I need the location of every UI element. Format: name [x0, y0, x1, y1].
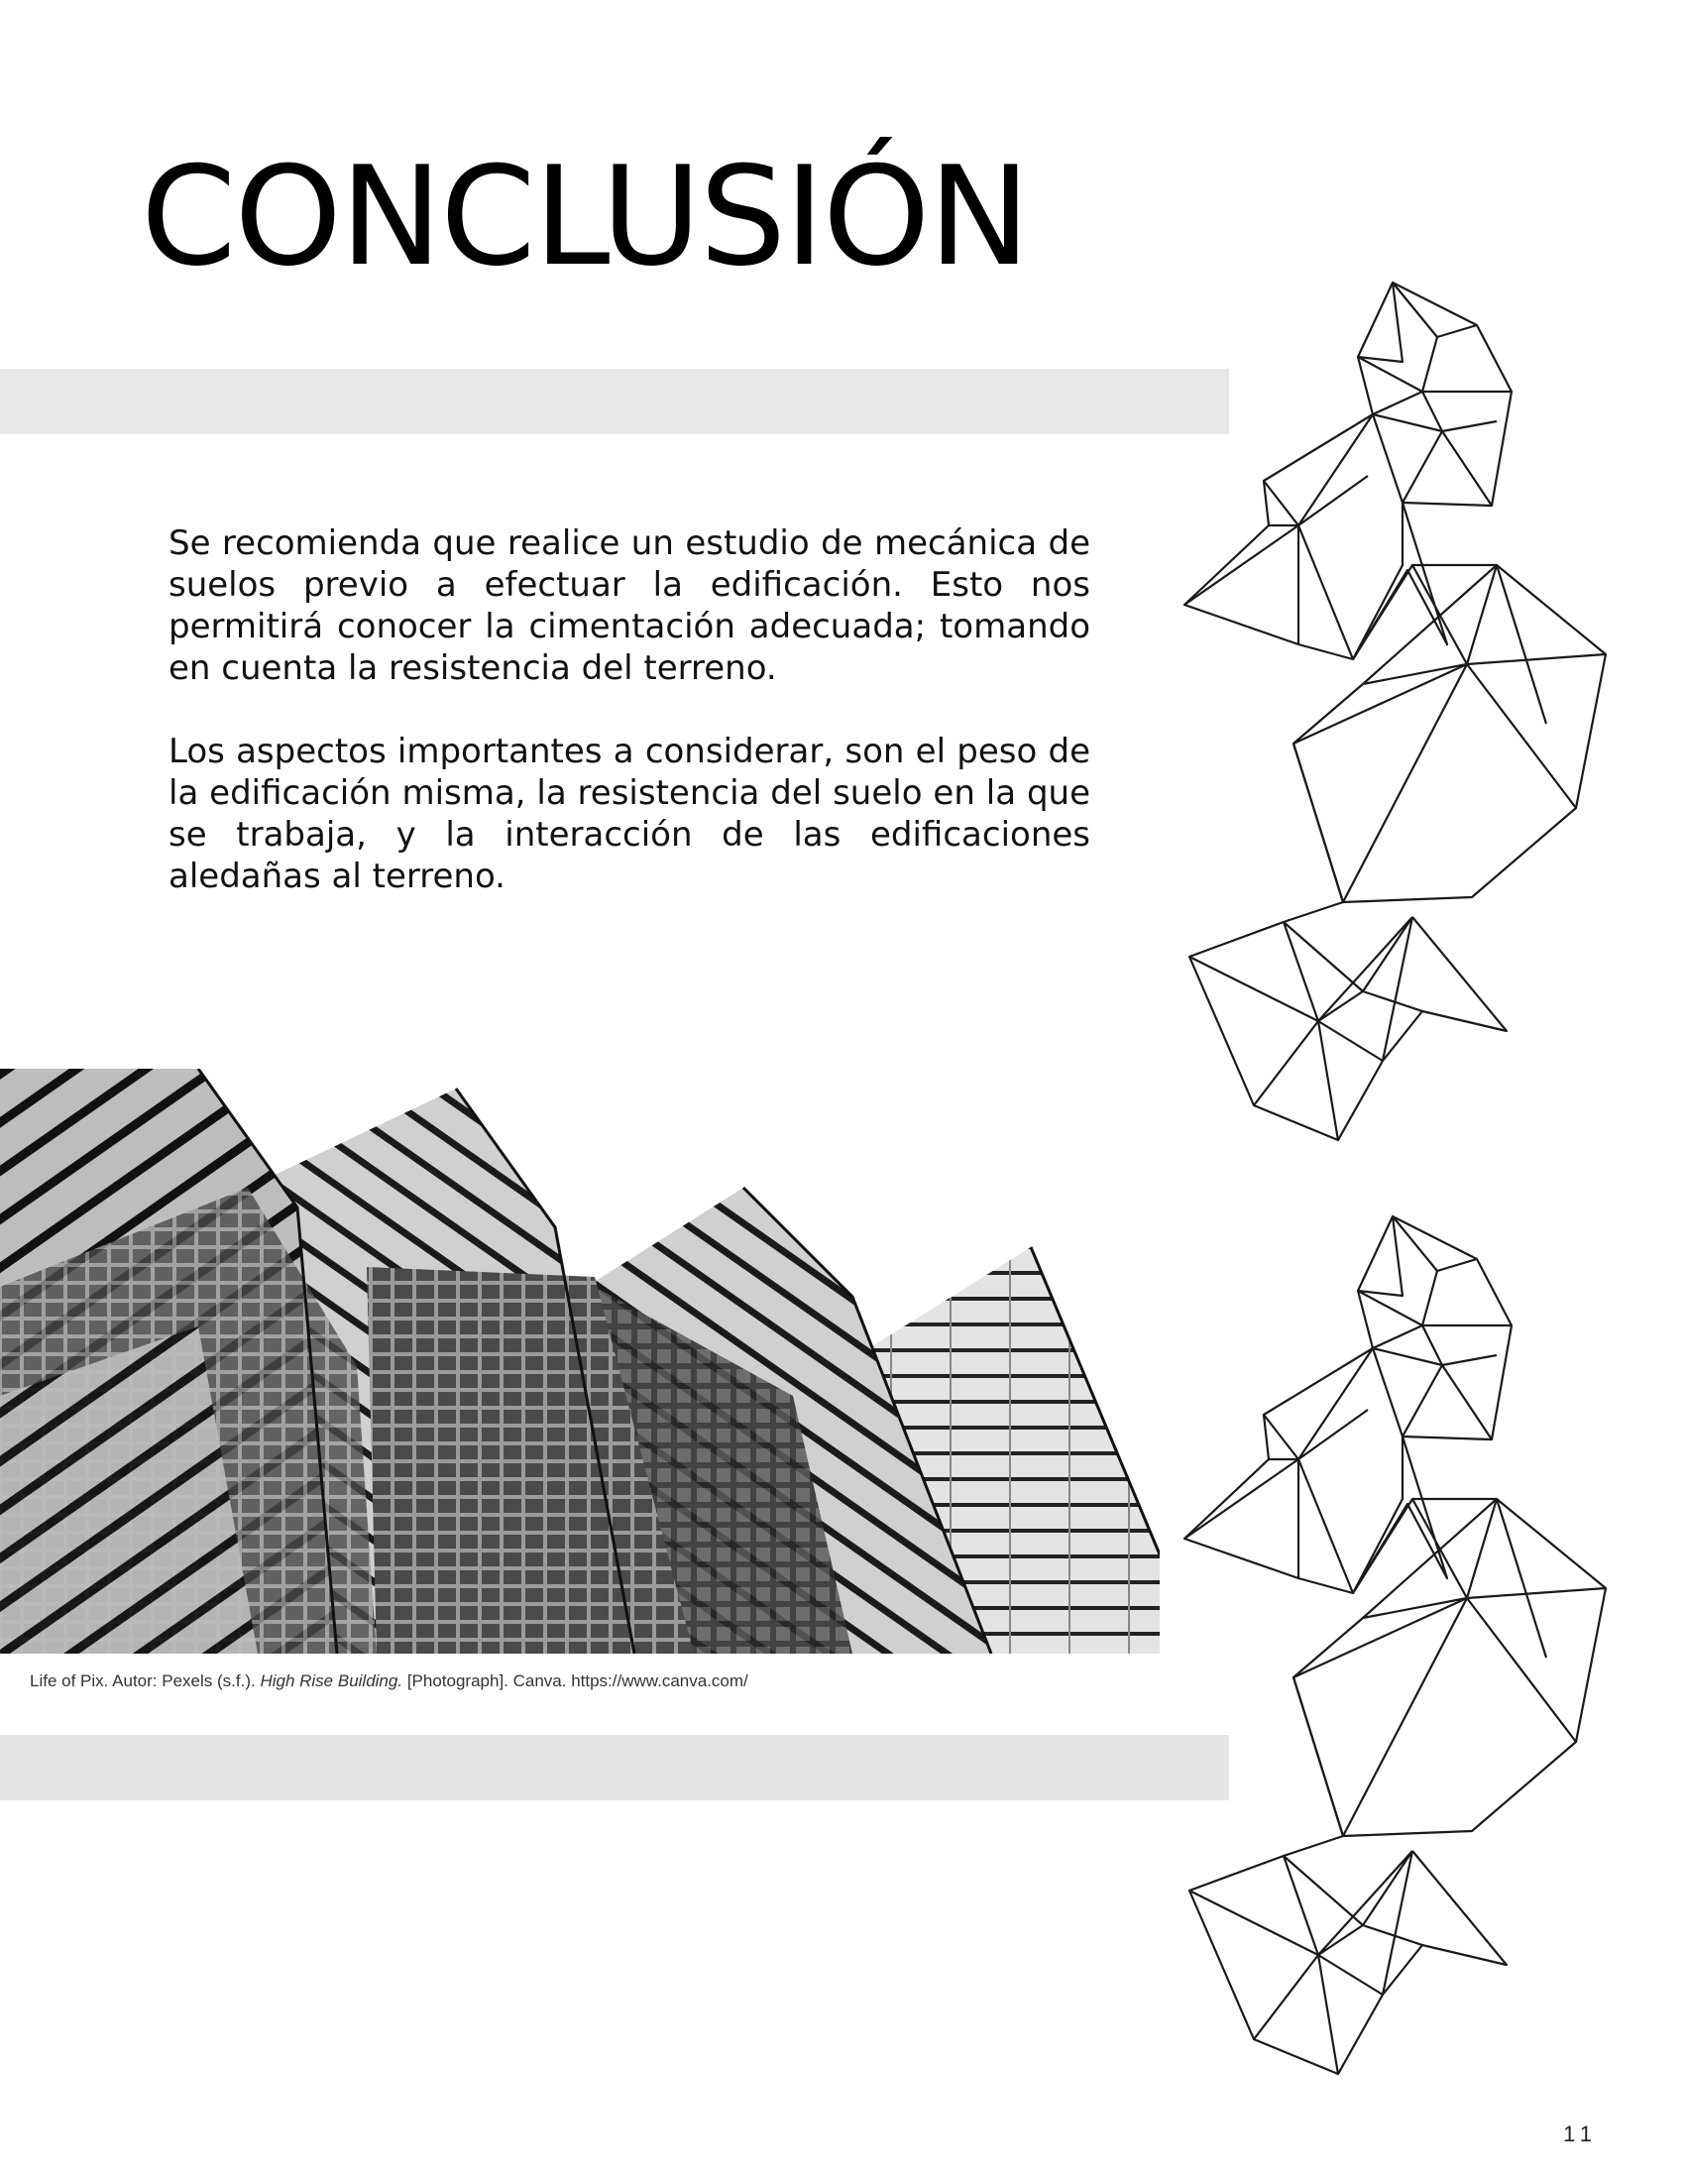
conclusion-body [168, 522, 1090, 939]
page-number: 11 [1563, 2122, 1598, 2146]
bottom-divider-band [0, 1735, 1229, 1800]
page-title: CONCLUSIÓN [141, 137, 1029, 296]
caption-author: Life of Pix. Autor: Pexels (s.f.). [30, 1671, 256, 1690]
geometric-line-art-top [1170, 268, 1665, 1190]
photo-caption [30, 1671, 748, 1691]
caption-source: [Photograph]. Canva. https://www.canva.com/ [406, 1671, 748, 1690]
high-rise-building-photo [0, 1069, 1160, 1654]
caption-work-title: High Rise Building. [260, 1671, 403, 1690]
paragraph-2: Los aspectos importantes a considerar, son el peso de la edificación misma, la resistencia del suelo en la que se trabaja, y la interacción de las edificaciones aledañas al terreno. [168, 732, 1090, 896]
top-divider-band [0, 369, 1229, 434]
paragraph-1: Se recomienda que realice un estudio de mecánica de suelos previo a efectuar la edificación. Esto nos permitirá conocer la cimentación adecuada; tomando en cuenta la resistencia del terreno. [168, 523, 1090, 688]
geometric-line-art-bottom [1170, 1202, 1665, 2124]
